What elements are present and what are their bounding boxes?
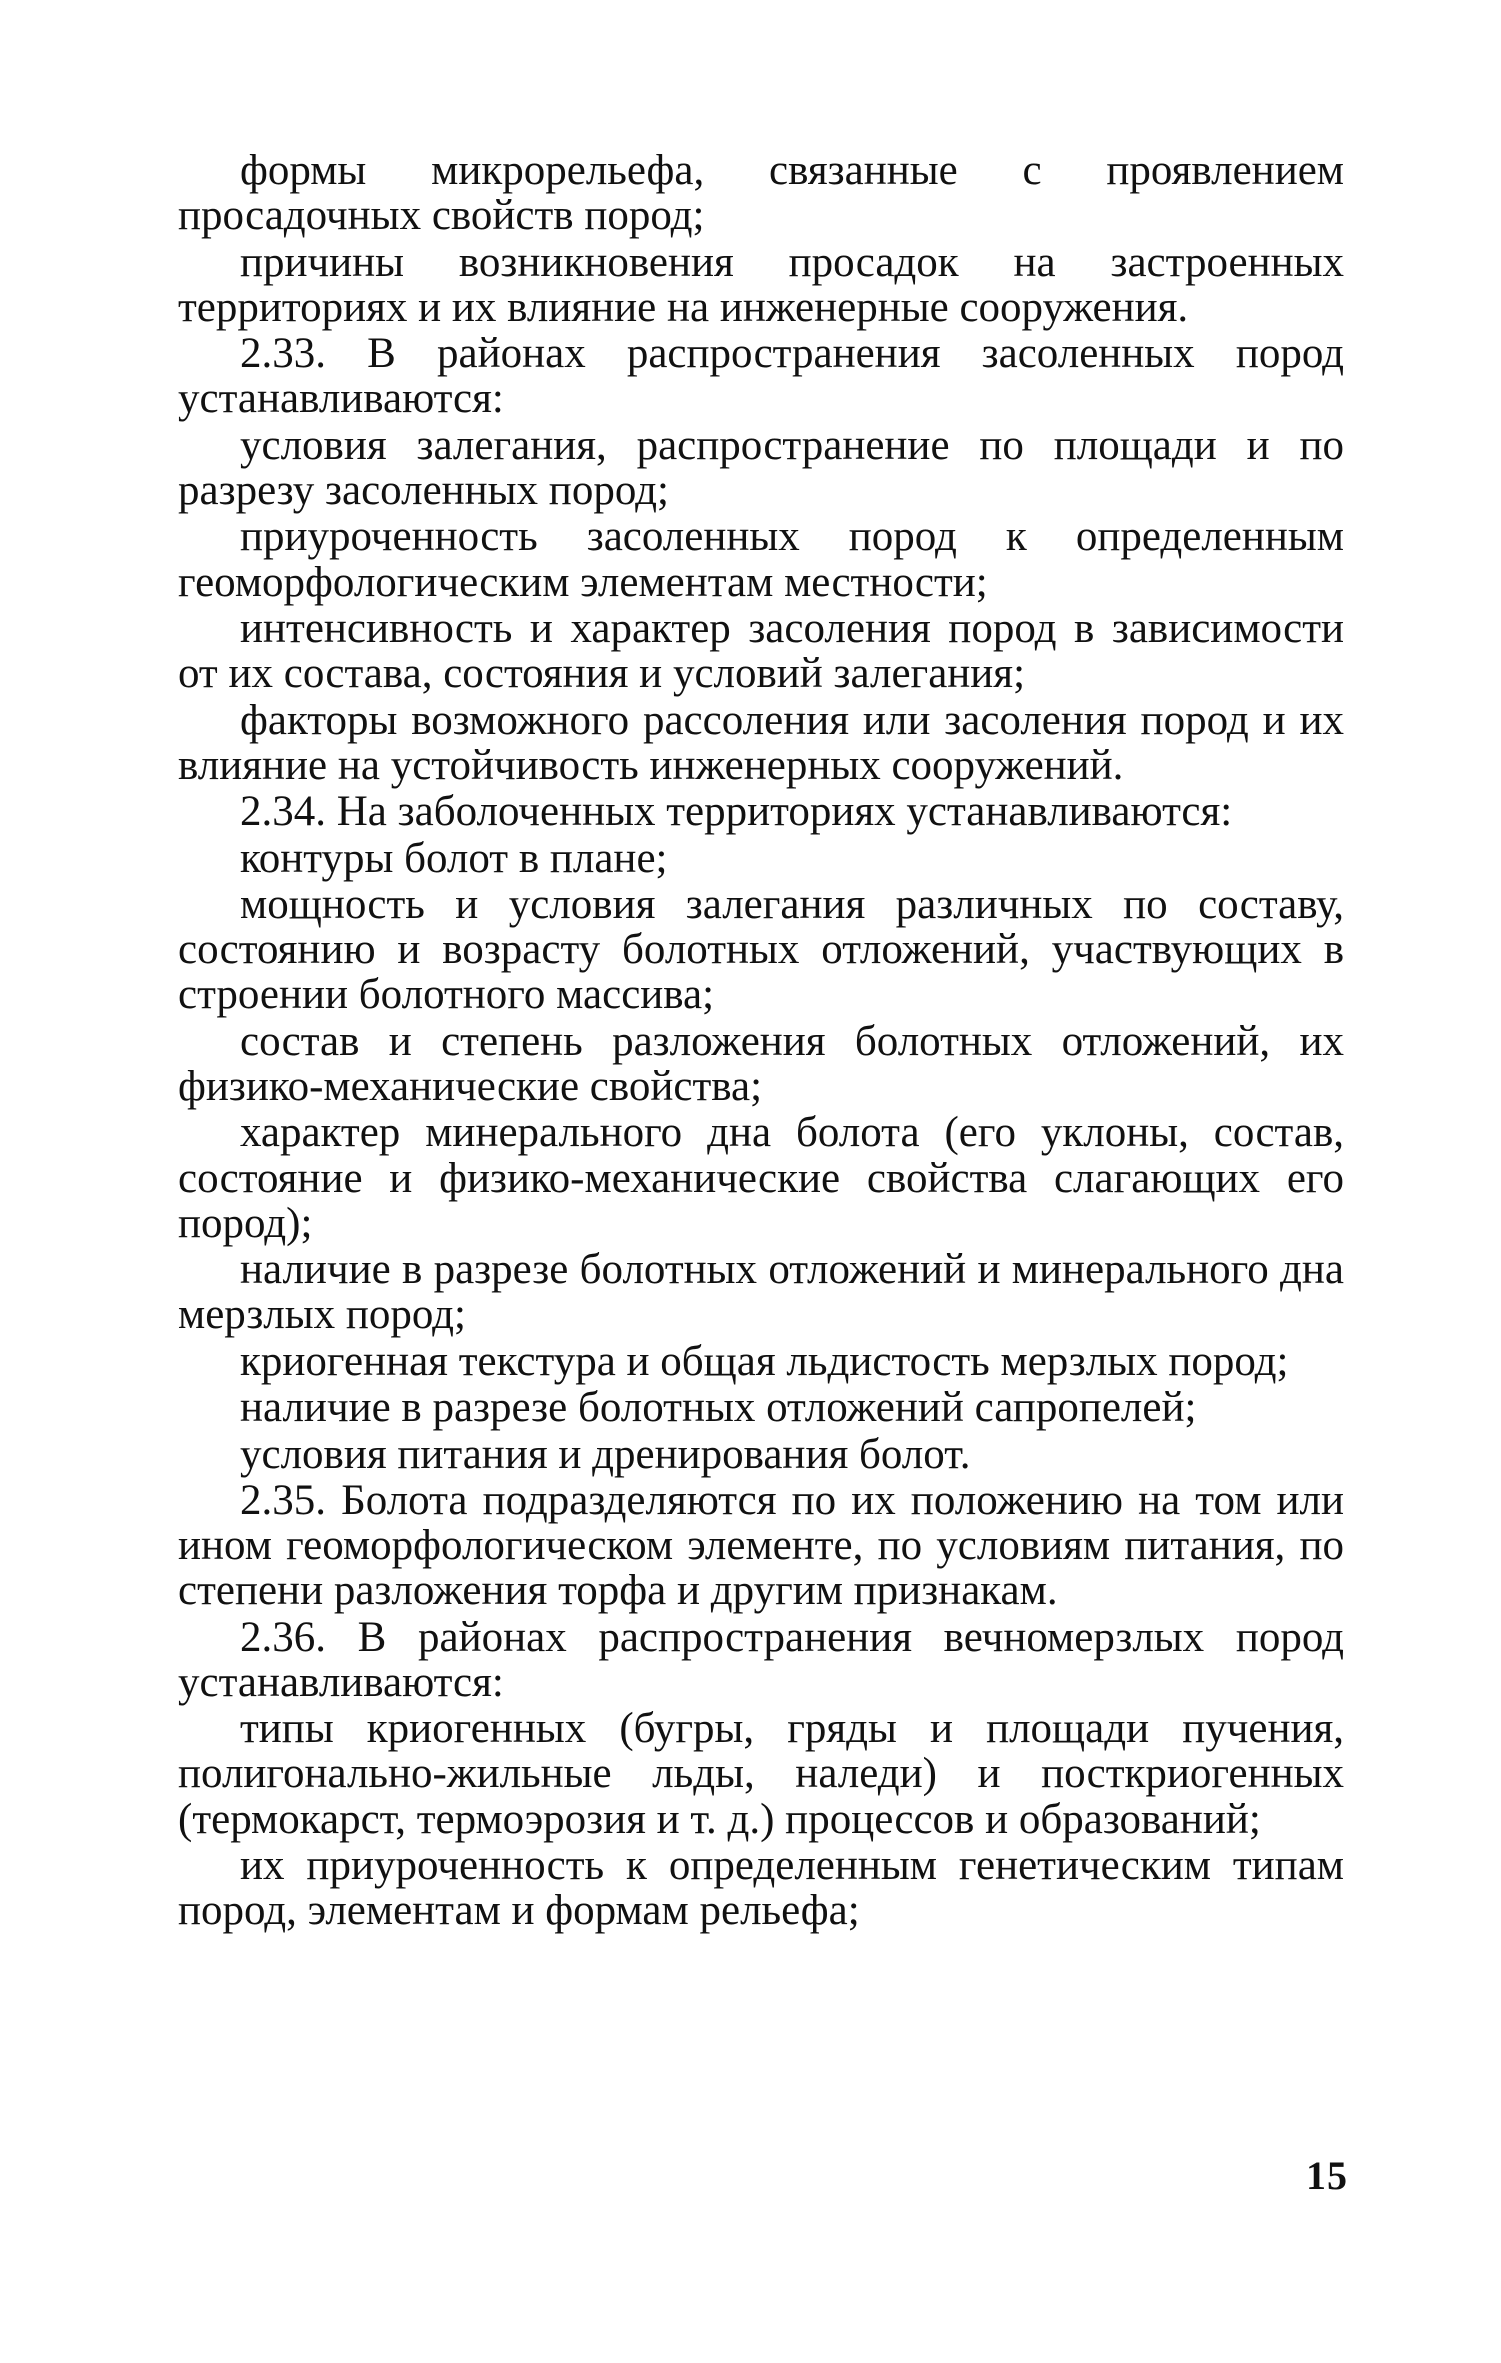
paragraph-salinization-intensity: интенсивность и характер засоления пород в зависимости от их состава, состояния и условий залегания; (178, 604, 1344, 698)
paragraph-cryogenic-texture: криогенная текстура и общая льдистость мерзлых пород; (240, 1337, 1289, 1385)
paragraph-saline-occurrence: условия залегания, распространение по площади и по разрезу засоленных пород; (178, 421, 1344, 514)
paragraph-section-2-34: 2.34. На заболоченных территориях устанавливаются: (240, 788, 1233, 836)
paragraph-desalinization-factors: факторы возможного рассоления или засоления пород и их влияние на устойчивость инженерных сооружений. (178, 696, 1344, 789)
page-number: 15 (1306, 2153, 1348, 2198)
paragraph-section-2-36: 2.36. В районах распространения вечномерзлых пород устанавливаются: (178, 1613, 1344, 1706)
paragraph-section-2-33: 2.33. В районах распространения засоленных пород устанавливаются: (178, 330, 1344, 423)
paragraph-swamp-contours: контуры болот в плане; (240, 834, 668, 882)
paragraph-swamp-deposits-thickness: мощность и условия залегания различных по составу, состоянию и возрасту болотных отложений, участвующих в строении болотного массива; (178, 880, 1344, 1019)
paragraph-saline-geomorphology: приуроченность засоленных пород к определенным геоморфологическим элементам местности; (178, 513, 1344, 606)
paragraph-genetic-types: их приуроченность к определенным генетическим типам пород, элементам и формам рельефа; (178, 1842, 1344, 1935)
paragraph-sapropels: наличие в разрезе болотных отложений сапропелей; (240, 1384, 1197, 1432)
paragraph-cryogenic-processes: типы криогенных (бугры, гряды и площади пучения, полигонально-жильные льды, наледи) и посткриогенных (термокарст, термоэрозия и т. д.) процессов и образований; (178, 1705, 1344, 1843)
paragraph-section-2-35: 2.35. Болота подразделяются по их положению на том или ином геоморфологическом элементе, по условиям питания, по степени разложения торфа и другим признакам. (178, 1476, 1344, 1615)
page-body (178, 148, 1344, 1935)
paragraph-frozen-rocks-presence: наличие в разрезе болотных отложений и минерального дна мерзлых пород; (178, 1246, 1344, 1339)
paragraph-swamp-drainage: условия питания и дренирования болот. (240, 1430, 971, 1478)
paragraph-swamp-decomposition: состав и степень разложения болотных отложений, их физико-механические свойства; (178, 1017, 1344, 1110)
paragraph-mineral-bottom: характер минерального дна болота (его уклоны, состав, состояние и физико-механические свойства слагающих его пород); (178, 1109, 1344, 1247)
paragraph-subsidence-causes: причины возникновения просадок на застроенных территориях и их влияние на инженерные сооружения. (178, 238, 1344, 331)
paragraph-microrelief: формы микрорельефа, связанные с проявлением просадочных свойств пород; (178, 147, 1344, 240)
